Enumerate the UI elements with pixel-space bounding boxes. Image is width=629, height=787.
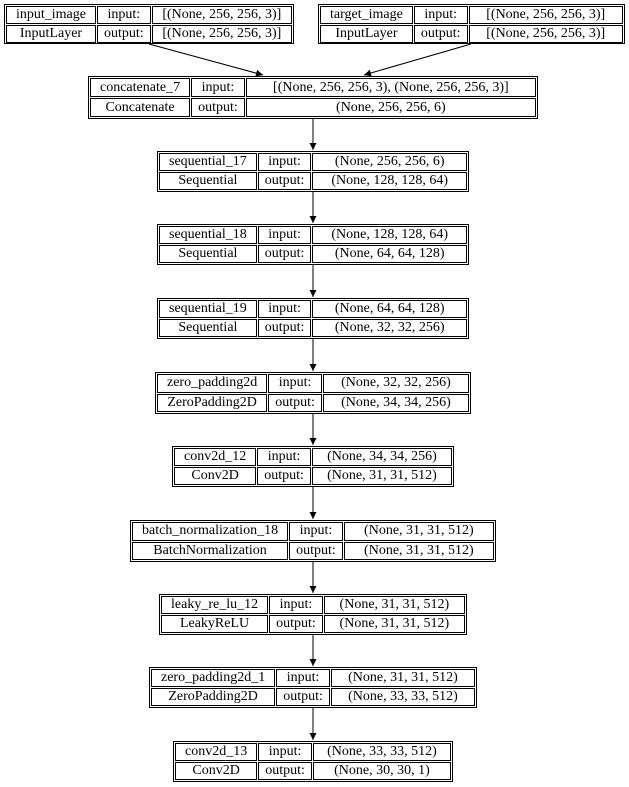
layer-input-shape: (None, 31, 31, 512) <box>324 596 465 614</box>
layer-record-table <box>89 77 537 118</box>
layer-node-conv2d-12 <box>172 446 454 487</box>
layer-class: Sequential <box>159 245 257 263</box>
layer-record-table <box>160 595 466 634</box>
layer-output-shape: (None, 256, 256, 6) <box>246 98 536 117</box>
layer-output-shape: [(None, 256, 256, 3)] <box>152 25 292 43</box>
layer-input-shape: (None, 31, 31, 512) <box>331 669 475 687</box>
layer-input-shape: (None, 128, 128, 64) <box>312 226 467 244</box>
layer-class: ZeroPadding2D <box>151 688 275 706</box>
layer-input-shape: (None, 256, 256, 6) <box>312 153 467 171</box>
layer-class: Conv2D <box>174 467 256 485</box>
layer-output-shape: (None, 34, 34, 256) <box>323 394 469 413</box>
layer-class: ZeroPadding2D <box>157 394 267 413</box>
layer-name: target_image <box>320 6 413 24</box>
layer-name: batch_normalization_18 <box>132 522 288 541</box>
layer-class: InputLayer <box>6 25 96 43</box>
layer-record-table <box>319 5 624 44</box>
input-label: input: <box>268 374 322 393</box>
input-label: input: <box>258 300 312 318</box>
layer-node-batch-normalization <box>130 520 496 562</box>
layer-class: Sequential <box>159 319 257 337</box>
layer-output-shape: (None, 128, 128, 64) <box>312 172 467 190</box>
layer-name: sequential_17 <box>159 153 257 171</box>
layer-record-table <box>150 668 476 707</box>
layer-class: InputLayer <box>320 25 413 43</box>
input-label: input: <box>289 522 343 541</box>
input-label: input: <box>258 226 312 244</box>
layer-output-shape: (None, 64, 64, 128) <box>312 245 467 263</box>
layer-record-table <box>174 742 452 781</box>
input-label: input: <box>414 6 468 24</box>
layer-output-shape: (None, 30, 30, 1) <box>313 762 451 780</box>
layer-output-shape: (None, 31, 31, 512) <box>312 467 452 485</box>
layer-node-input-image <box>4 4 294 44</box>
layer-node-sequential-19 <box>157 298 469 339</box>
layer-record-table <box>158 299 468 338</box>
layer-record-table <box>173 447 453 486</box>
output-label: output: <box>257 467 311 485</box>
layer-output-shape: (None, 32, 32, 256) <box>312 319 467 337</box>
edge-arrow-input-to-concat <box>149 44 263 75</box>
layer-record-table <box>158 225 468 264</box>
layer-name: zero_padding2d <box>157 374 267 393</box>
input-label: input: <box>258 153 312 171</box>
input-label: input: <box>191 78 245 97</box>
layer-input-shape: (None, 64, 64, 128) <box>312 300 467 318</box>
edge-arrow-target-to-concat <box>364 44 471 75</box>
layer-name: zero_padding2d_1 <box>151 669 275 687</box>
layer-node-conv2d-13 <box>173 741 453 782</box>
layer-name: conv2d_13 <box>175 743 257 761</box>
layer-class: LeakyReLU <box>161 615 268 633</box>
layer-name: concatenate_7 <box>90 78 190 97</box>
layer-input-shape: (None, 33, 33, 512) <box>313 743 451 761</box>
layer-node-sequential-18 <box>157 224 469 265</box>
output-label: output: <box>289 542 343 561</box>
layer-input-shape: (None, 32, 32, 256) <box>323 374 469 393</box>
output-label: output: <box>276 688 330 706</box>
layer-class: BatchNormalization <box>132 542 288 561</box>
layer-record-table <box>131 521 495 561</box>
layer-class: Concatenate <box>90 98 190 117</box>
output-label: output: <box>268 394 322 413</box>
layer-input-shape: (None, 34, 34, 256) <box>312 448 452 466</box>
layer-name: input_image <box>6 6 96 24</box>
layer-output-shape: (None, 33, 33, 512) <box>331 688 475 706</box>
layer-record-table <box>5 5 293 44</box>
layer-class: Conv2D <box>175 762 257 780</box>
output-label: output: <box>258 245 312 263</box>
output-label: output: <box>258 762 312 780</box>
layer-input-shape: [(None, 256, 256, 3)] <box>469 6 624 24</box>
layer-record-table <box>158 152 468 191</box>
layer-node-concatenate <box>88 76 538 119</box>
layer-output-shape: (None, 31, 31, 512) <box>344 542 494 561</box>
output-label: output: <box>97 25 151 43</box>
input-label: input: <box>97 6 151 24</box>
input-label: input: <box>276 669 330 687</box>
layer-node-zero-padding2d-1 <box>149 667 477 708</box>
output-label: output: <box>414 25 468 43</box>
layer-node-sequential-17 <box>157 151 469 192</box>
layer-input-shape: (None, 31, 31, 512) <box>344 522 494 541</box>
layer-node-leaky-relu <box>159 594 467 635</box>
output-label: output: <box>258 319 312 337</box>
layer-input-shape: [(None, 256, 256, 3), (None, 256, 256, 3)] <box>246 78 536 97</box>
layer-record-table <box>156 373 470 413</box>
layer-input-shape: [(None, 256, 256, 3)] <box>152 6 292 24</box>
layer-node-target-image <box>318 4 625 44</box>
input-label: input: <box>269 596 323 614</box>
layer-node-zero-padding2d <box>155 372 471 414</box>
output-label: output: <box>191 98 245 117</box>
layer-name: sequential_19 <box>159 300 257 318</box>
layer-name: conv2d_12 <box>174 448 256 466</box>
layer-output-shape: [(None, 256, 256, 3)] <box>469 25 624 43</box>
output-label: output: <box>258 172 312 190</box>
input-label: input: <box>258 743 312 761</box>
layer-name: leaky_re_lu_12 <box>161 596 268 614</box>
layer-name: sequential_18 <box>159 226 257 244</box>
layer-class: Sequential <box>159 172 257 190</box>
output-label: output: <box>269 615 323 633</box>
input-label: input: <box>257 448 311 466</box>
layer-output-shape: (None, 31, 31, 512) <box>324 615 465 633</box>
